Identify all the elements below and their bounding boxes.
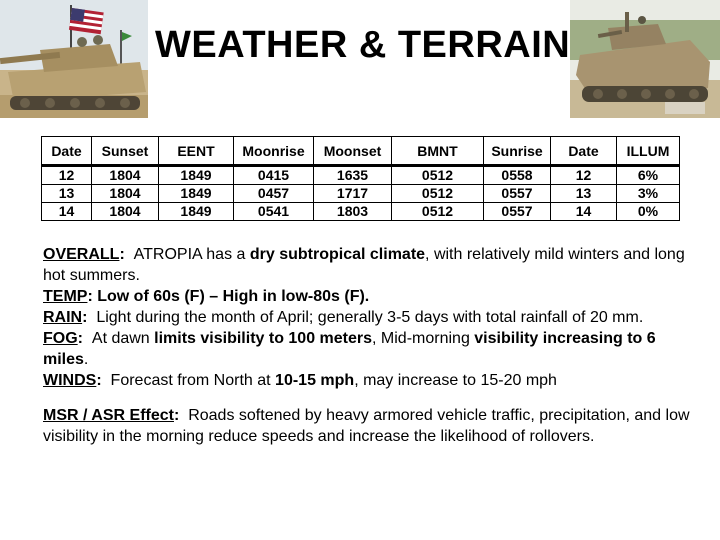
fog-emphasis-2: visibility increasing to 6 miles: [43, 330, 656, 368]
column-header: Sunset: [92, 137, 159, 166]
table-cell: 14: [551, 203, 617, 221]
winds-colon: :: [96, 372, 102, 389]
winds-label: WINDS: [43, 372, 97, 389]
table-cell: 0415: [234, 166, 314, 185]
table-cell: 14: [42, 203, 92, 221]
table-cell: 0457: [234, 185, 314, 203]
column-header: EENT: [159, 137, 234, 166]
astronomical-data-table: [41, 136, 680, 221]
rain-paragraph: [43, 307, 693, 328]
overall-text-2: , with relatively mild winters and long hot summers.: [43, 246, 685, 284]
table-row: [42, 166, 680, 185]
fog-text-1: At dawn: [91, 330, 155, 347]
table-cell: 1803: [314, 203, 392, 221]
table-cell: 0%: [617, 203, 680, 221]
msr-paragraph: [43, 405, 693, 447]
fog-label: FOG: [43, 330, 78, 347]
table-cell: 0512: [392, 203, 484, 221]
winds-paragraph: [43, 370, 693, 391]
temp-label: TEMP: [43, 288, 88, 305]
fog-text-2: , Mid-morning: [372, 330, 475, 347]
armored-fighting-vehicle-icon: [570, 0, 720, 118]
column-header: Moonset: [314, 137, 392, 166]
table-cell: 1717: [314, 185, 392, 203]
rain-colon: :: [82, 309, 88, 326]
overall-emphasis: dry subtropical climate: [249, 246, 426, 263]
table-row: [42, 185, 680, 203]
table-cell: 1804: [92, 166, 159, 185]
column-header: BMNT: [392, 137, 484, 166]
fog-paragraph: [43, 328, 693, 370]
table-cell: 0557: [484, 185, 551, 203]
weather-summary: [43, 244, 693, 447]
column-header: Sunrise: [484, 137, 551, 166]
table-cell: 0512: [392, 166, 484, 185]
column-header: Date: [551, 137, 617, 166]
table-cell: 1849: [159, 203, 234, 221]
overall-text-1: ATROPIA has a: [133, 246, 250, 263]
table-header-row: [42, 137, 680, 166]
table-cell: 1804: [92, 203, 159, 221]
fog-emphasis-1: limits visibility to 100 meters: [154, 330, 373, 347]
table-cell: 1635: [314, 166, 392, 185]
table-cell: 0512: [392, 185, 484, 203]
table-cell: 0557: [484, 203, 551, 221]
table-row: [42, 203, 680, 221]
winds-text-2: , may increase to 15-20 mph: [354, 372, 557, 389]
table-cell: 13: [551, 185, 617, 203]
column-header: Date: [42, 137, 92, 166]
msr-label: MSR / ASR Effect: [43, 407, 174, 424]
msr-colon: :: [173, 407, 180, 424]
fog-text-3: .: [83, 351, 89, 368]
table-cell: 13: [42, 185, 92, 203]
fog-colon: :: [77, 330, 83, 347]
column-header: ILLUM: [617, 137, 680, 166]
rain-label: RAIN: [43, 309, 83, 326]
table-cell: 1804: [92, 185, 159, 203]
overall-colon: :: [119, 246, 125, 263]
table-cell: 1849: [159, 166, 234, 185]
winds-text-1: Forecast from North at: [110, 372, 276, 389]
temp-text: : Low of 60s (F) – High in low-80s (F).: [87, 288, 370, 305]
overall-label: OVERALL: [43, 246, 120, 263]
table-cell: 12: [42, 166, 92, 185]
table-cell: 6%: [617, 166, 680, 185]
table-cell: 0558: [484, 166, 551, 185]
temp-paragraph: [43, 286, 693, 307]
table-cell: 3%: [617, 185, 680, 203]
winds-emphasis: 10-15 mph: [275, 372, 355, 389]
tank-with-american-flag-icon: [0, 0, 148, 118]
msr-text: Roads softened by heavy armored vehicle traffic, precipitation, and low visibility in the morning reduce speeds and increase the likelihood of rollovers.: [43, 407, 690, 445]
column-header: Moonrise: [234, 137, 314, 166]
page-title: WEATHER & TERRAIN: [155, 24, 571, 66]
rain-text: Light during the month of April; generally 3-5 days with total rainfall of 20 mm.: [96, 309, 644, 326]
overall-paragraph: [43, 244, 693, 286]
table-cell: 0541: [234, 203, 314, 221]
table-cell: 1849: [159, 185, 234, 203]
table-cell: 12: [551, 166, 617, 185]
